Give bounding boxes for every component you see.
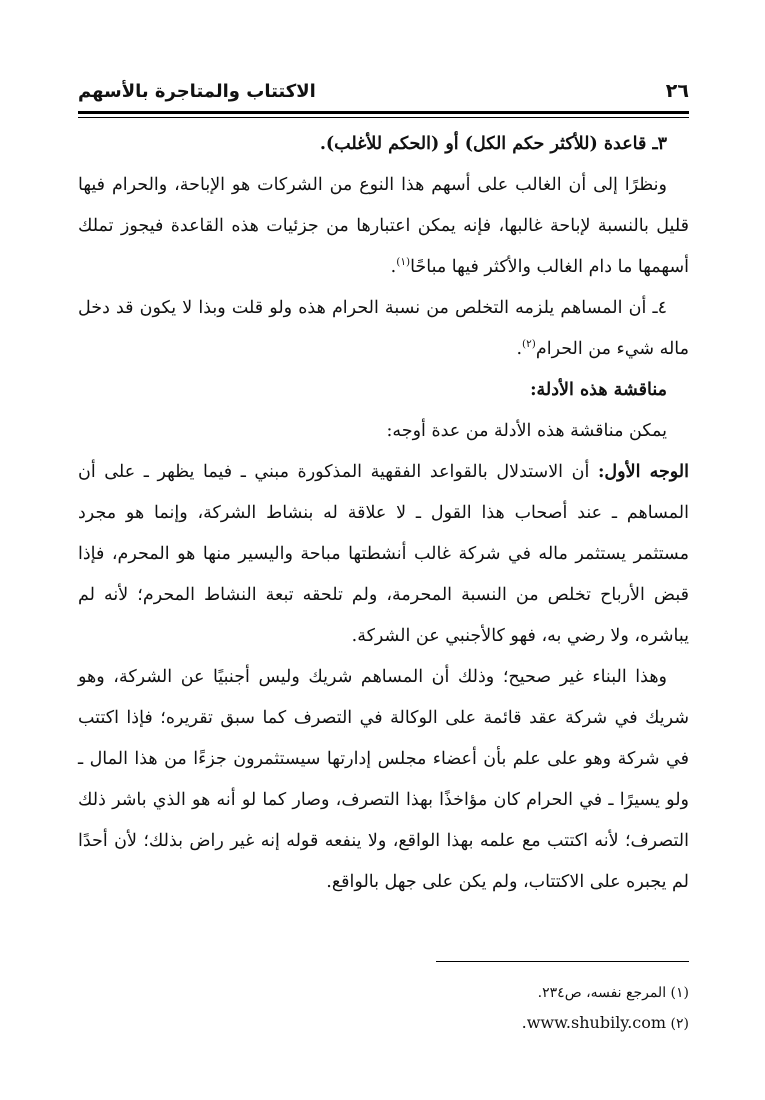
discussion-heading: مناقشة هذه الأدلة:	[530, 380, 667, 400]
running-title: الاكتتاب والمتاجرة بالأسهم	[78, 80, 316, 102]
footnote-2	[436, 1008, 689, 1039]
running-header	[78, 76, 689, 106]
body-text	[78, 124, 689, 903]
header-rule-thin	[78, 117, 689, 118]
paragraph-4-text: ٤ـ أن المساهم يلزمه التخلص من نسبة الحرام هذه ولو قلت وبذا لا يكون قد دخل ماله شيء من الحرام	[78, 298, 689, 359]
page-number: ٢٦	[665, 80, 689, 102]
first-aspect-paragraph	[78, 452, 689, 657]
footnote-2-link[interactable]: www.shubily.com.	[521, 1013, 667, 1032]
section-heading-3: ٣ـ قاعدة (للأكثر حكم الكل) أو (الحكم للأغلب).	[319, 134, 667, 154]
paragraph-4	[78, 288, 689, 370]
footnote-2-marker: (٢)	[670, 1016, 689, 1032]
footnote-1: (١) المرجع نفسه، ص٢٣٤.	[537, 985, 689, 1001]
footnote-separator	[436, 961, 689, 962]
header-rule-thick	[78, 111, 689, 114]
first-aspect-text: أن الاستدلال بالقواعد الفقهية المذكورة مبني ـ فيما يظهر ـ على أن المساهم ـ عند أصحاب هذا القول ـ لا علاقة له بنشاط الشركة، وإنما هو مجرد مستثمر يستثمر ماله في شركة غالب أنشطتها مباحة واليسير منها هو المحرم، فإذا قبض الأرباح تخلص من النسبة المحرمة، ولم تلحقه تبعة النشاط المحرم؛ لأنه لم يباشره، ولا رضي به، فهو كالأجنبي عن الشركة.	[78, 462, 689, 646]
footnote-ref-1[interactable]: (١)	[396, 256, 411, 269]
paragraph-4-end: .	[516, 339, 523, 359]
paragraph-3	[78, 165, 689, 288]
rebuttal-paragraph: وهذا البناء غير صحيح؛ وذلك أن المساهم شريك وليس أجنبيًا عن الشركة، وهو شريك في شركة عقد قائمة على الوكالة في التصرف كما سبق تقريره؛ فإذا اكتتب في شركة وهو على علم بأن أعضاء مجلس إدارتها سيستثمرون جزءًا من هذا المال ـ ولو يسيرًا ـ في الحرام كان مؤاخذًا بهذا التصرف، وصار كما لو أنه هو الذي باشر ذلك التصرف؛ لأنه اكتتب مع علمه بهذا الواقع، ولا ينفعه قوله إنه غير راض بذلك؛ لأن أحدًا لم يجبره على الاكتتاب، ولم يكن على جهل بالواقع.	[78, 667, 689, 892]
footnote-ref-2[interactable]: (٢)	[522, 338, 536, 351]
paragraph-3-text: ونظرًا إلى أن الغالب على أسهم هذا النوع من الشركات هو الإباحة، والحرام فيها قليل بالنسبة لإباحة غالبها، فإنه يمكن اعتبارها من جزئيات هذه القاعدة فيجوز تملك أسهمها ما دام الغالب والأكثر فيها مباحًا	[78, 175, 689, 277]
paragraph-3-end: .	[390, 257, 397, 277]
discussion-intro: يمكن مناقشة هذه الأدلة من عدة أوجه:	[386, 421, 667, 441]
footnotes	[436, 978, 689, 1039]
first-aspect-label: الوجه الأول:	[597, 462, 690, 482]
